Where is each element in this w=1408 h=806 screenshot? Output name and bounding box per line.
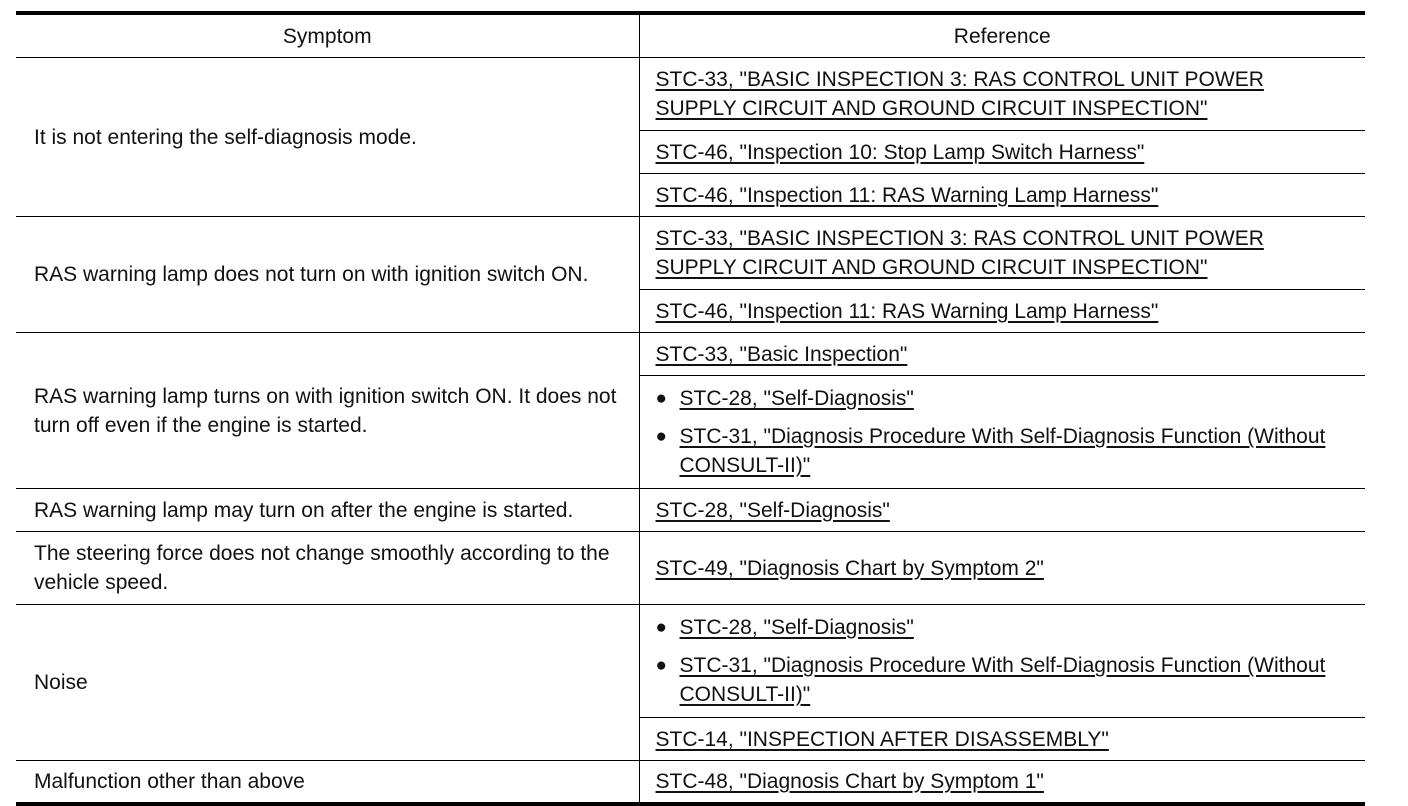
table-row xyxy=(16,333,1365,376)
reference-link[interactable]: STC-49, "Diagnosis Chart by Symptom 2" xyxy=(655,556,1044,580)
table-row xyxy=(16,761,1365,804)
header-row xyxy=(16,13,1365,58)
reference-link[interactable]: STC-33, "BASIC INSPECTION 3: RAS CONTROL UNIT POWER SUPPLY CIRCUIT AND GROUND CIRCUIT INSPECTION" xyxy=(655,68,1264,120)
reference-bullet-cell xyxy=(639,376,1365,489)
bullet-item xyxy=(656,651,1352,709)
reference-cell xyxy=(639,131,1365,174)
table-row xyxy=(16,58,1365,131)
header-reference: Reference xyxy=(639,13,1365,58)
reference-link[interactable]: STC-33, "BASIC INSPECTION 3: RAS CONTROL UNIT POWER SUPPLY CIRCUIT AND GROUND CIRCUIT INSPECTION" xyxy=(655,227,1264,279)
table-row xyxy=(16,489,1365,532)
reference-cell xyxy=(639,532,1365,605)
symptom-reference-table xyxy=(16,11,1365,806)
table-row xyxy=(16,532,1365,605)
symptom-cell: RAS warning lamp may turn on after the engine is started. xyxy=(16,489,639,532)
reference-link[interactable]: STC-48, "Diagnosis Chart by Symptom 1" xyxy=(655,769,1044,793)
bullet-icon: ● xyxy=(655,388,667,409)
symptom-cell: Noise xyxy=(16,605,639,761)
reference-cell xyxy=(639,761,1365,804)
reference-link[interactable]: STC-46, "Inspection 11: RAS Warning Lamp Harness" xyxy=(655,183,1159,207)
bullet-item xyxy=(656,422,1352,480)
header-symptom: Symptom xyxy=(16,13,639,58)
reference-cell xyxy=(639,718,1365,761)
reference-cell xyxy=(639,217,1365,290)
reference-link[interactable]: STC-28, "Self-Diagnosis" xyxy=(679,387,914,410)
reference-link[interactable]: STC-31, "Diagnosis Procedure With Self-Diagnosis Function (Without CONSULT-II)" xyxy=(679,425,1326,477)
bullet-icon: ● xyxy=(655,655,667,676)
reference-link[interactable]: STC-14, "INSPECTION AFTER DISASSEMBLY" xyxy=(655,727,1109,751)
reference-link[interactable]: STC-46, "Inspection 10: Stop Lamp Switch Harness" xyxy=(655,140,1145,164)
reference-link[interactable]: STC-46, "Inspection 11: RAS Warning Lamp Harness" xyxy=(655,299,1159,323)
symptom-cell: Malfunction other than above xyxy=(16,761,639,804)
symptom-cell: The steering force does not change smoothly according to the vehicle speed. xyxy=(16,532,639,605)
bullet-icon: ● xyxy=(655,426,667,447)
symptom-cell: RAS warning lamp does not turn on with ignition switch ON. xyxy=(16,217,639,333)
reference-cell xyxy=(639,489,1365,532)
symptom-cell: RAS warning lamp turns on with ignition switch ON. It does not turn off even if the engine is started. xyxy=(16,333,639,489)
reference-link[interactable]: STC-28, "Self-Diagnosis" xyxy=(655,498,890,522)
table-row xyxy=(16,217,1365,290)
bullet-icon: ● xyxy=(655,617,667,638)
symptom-cell: It is not entering the self-diagnosis mode. xyxy=(16,58,639,217)
reference-link[interactable]: STC-33, "Basic Inspection" xyxy=(655,342,908,366)
reference-cell xyxy=(639,290,1365,333)
reference-link[interactable]: STC-31, "Diagnosis Procedure With Self-Diagnosis Function (Without CONSULT-II)" xyxy=(679,654,1326,706)
reference-link[interactable]: STC-28, "Self-Diagnosis" xyxy=(679,616,914,639)
reference-bullet-cell xyxy=(639,605,1365,718)
bullet-item xyxy=(656,384,1352,413)
reference-cell xyxy=(639,58,1365,131)
reference-cell xyxy=(639,333,1365,376)
bullet-item xyxy=(656,613,1352,642)
table-row xyxy=(16,605,1365,718)
reference-cell xyxy=(639,174,1365,217)
